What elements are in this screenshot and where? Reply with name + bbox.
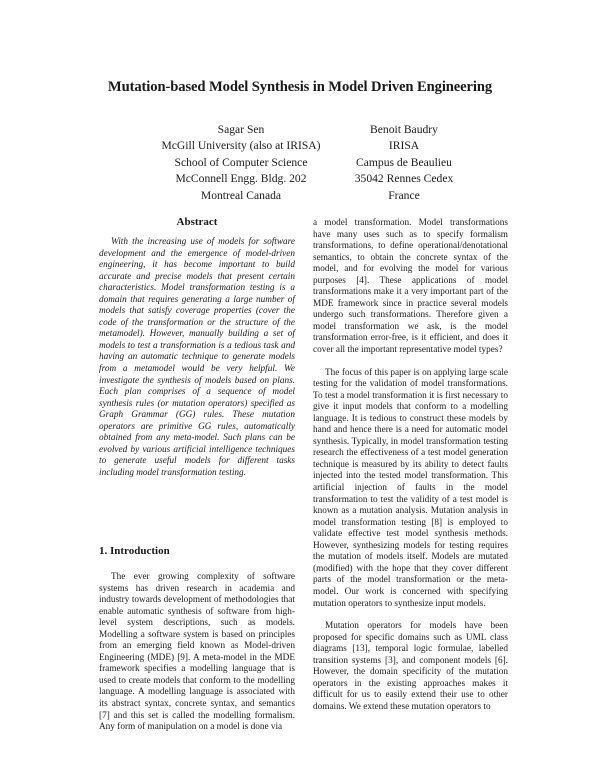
abstract-heading: Abstract — [176, 216, 218, 228]
right-column — [313, 218, 508, 713]
abstract-text: With the increasing use of models for software development and the emergence of model-driven engineering, it has become important to build accurate and precise models that present certain characteristics. Model transformation testing is a domain that requires generating a large number of models that satisfy coverage properties (cover the code of the transformation or the structure of the metamodel). However, manually building a set of models to test a transformation is a tedious task and having an automatic technique to generate models from a metamodel would be very helpful. We investigate the synthesis of models based on plans. Each plan comprises of a sequence of model synthesis rules (or mutation operators) specified as Graph Grammar (GG) rules. These mutation operators are primitive GG rules, automatically obtained from any meta-model. Such plans can be evolved by various artificial intelligence techniques to generate useful models for different tasks including model transformation testing. — [99, 237, 295, 478]
paper-title: Mutation-based Model Synthesis in Model Driven Engineering — [107, 79, 493, 95]
author-block-1 — [136, 122, 346, 204]
left-column — [99, 237, 295, 479]
paragraph: The focus of this paper is on applying large scale testing for the validation of model transformations. To test a model transformation it is first necessary to give it input models that conform to a modelling language. It is tedious to construct these models by hand and hence there is a need for automatic model synthesis. Typically, in model transformation testing research the effectiveness of a test model generation technique is measured by its ability to detect faults injected into the tested model transformation. This artificial injection of faults in the model transformation to test the validity of a test model is known as a mutation analysis. Mutation analysis in model transformation testing [8] is employed to validate effective test model synthesis methods. However, synthesizing models for testing requires the mutation of models itself. Models are mutated (modified) with the hope that they cover different parts of the model transformation or the meta-model. Our work is concerned with specifying mutation operators to synthesize input models. — [313, 367, 508, 609]
author-address: France — [388, 188, 420, 202]
author-affiliation: IRISA — [388, 139, 420, 153]
section-heading-introduction: 1. Introduction — [99, 545, 170, 557]
author-address: Montreal Canada — [200, 188, 282, 202]
paragraph: The ever growing complexity of software systems has driven research in academia and industry towards development of methodologies that enable automatic synthesis of software from high-level system descriptions, such as models. Modelling a software system is based on principles from an emerging field known as Model-driven Engineering (MDE) [9]. A meta-model in the MDE framework specifies a modelling language that is used to create models that conform to the modelling language. A modelling language is associated with its abstract syntax, concrete syntax, and semantics [7] and this set is called the modelling formalism. Any form of manipulation on a model is done via — [99, 572, 295, 733]
author-address: 35042 Rennes Cedex — [354, 172, 454, 186]
author-affiliation: School of Computer Science — [174, 155, 308, 169]
author-address: McConnell Engg. Bldg. 202 — [175, 172, 307, 186]
author-name: Sagar Sen — [217, 123, 265, 136]
author-affiliation: McGill University (also at IRISA) — [161, 139, 321, 153]
paragraph: a model transformation. Model transformations have many uses such as to specify formalism transformations, to define operational/denotational semantics, to obtain the concrete syntax of the model, and for evolving the model for various purposes [4]. These applications of model transformations make it a very important part of the MDE framework since in practice several models undergo such transformations. Therefore given a model transformation we ask, is the model transformation error-free, is it efficient, and does it cover all the important representative model types? — [313, 218, 508, 356]
author-address: Campus de Beaulieu — [356, 155, 452, 169]
paragraph: Mutation operators for models have been proposed for specific domains such as UML class diagrams [13], temporal logic formulae, labelled transition systems [3], and component models [6]. However, the domain specificity of the mutation operators in the existing approaches makes it difficult for us to easily extend their use to other domains. We extend these mutation operators to — [313, 621, 508, 712]
author-block-2 — [334, 122, 474, 204]
author-name: Benoit Baudry — [370, 123, 438, 136]
introduction-text — [99, 572, 295, 734]
